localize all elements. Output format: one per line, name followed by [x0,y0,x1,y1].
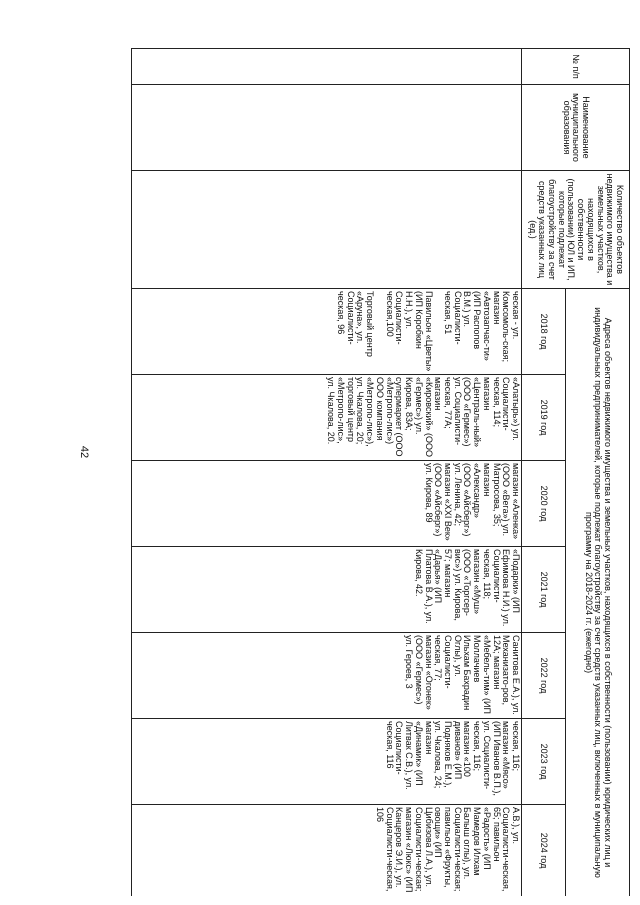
header-year-2022: 2022 год [522,633,566,719]
cell-2024: А.В.), ул. Социалисти-ческая, 65; павильон «Радость» (ИП Мамедов Илхам Балыш оглы), ул. Социалисти-ческая; павильон «Фрукты, овощи» (ИП Цибизова Л.А.), ул. Социалисти-ческая; магазин «Люкс» (ИП Канцеров Э.И.), ул. Социалисти-ческая, 106 [132,805,522,897]
header-addresses: Адреса объектов недвижимого имущества и земельных участков, находящихся в собственности (пользовании) юридических лиц и индивидуальных предпринимателей, которые подлежат благоустройству за счет средств указанных лиц, включенных в муниципальную программу на 2018-2024 гг. (ежегодно) [566,289,630,897]
cell-2021: «Подарки» (ИП Ефимова Н.И.) ул. Социалисти-ческая, 118; магазин «Муш» (ООО «Торгсер-вис») ул. Кирова, 57; магазин «Дарья» (ИП Платова В.А.), ул. Кирова, 42. [132,547,522,633]
cell-2022: Санитова Е.А.), ул. Механизато-ров, 12А; магазин «Мебель-тим» (ИП Моллачиев Ильхам Бахрадин Оглы), ул. Социалисти-ческая, 77; магазин «Огонек» (ООО «Гермес») ул. Героев, 3 [132,633,522,719]
header-year-2020: 2020 год [522,461,566,547]
objects-table [131,48,630,896]
cell-2020: магазин «Аленка» (ООО «Вега») ул. Матросова, 35; магазин «Александр» (ООО «Айсберг») ул. Ленина, 42; магазин «XXI Век» (ООО «Айсберг») ул. Кирова, 89 [132,461,522,547]
header-year-2023: 2023 год [522,719,566,805]
header-year-2021: 2021 год [522,547,566,633]
cell-municipality [132,85,522,171]
header-year-2024: 2024 год [522,805,566,897]
header-year-2019: 2019 год [522,375,566,461]
cell-2019: «Алатырь») ул. Социалисти-ческая, 114; магазин «Централь-ный» (ООО «Гермес») ул. Социалисти-ческая, 77А; магазин «Кировский» (ООО «Гермес») ул. Кирова, 83А; супермаркет (ООО «Метропо-лис») ООО компания «Метропо-лис»), ул. Чкалова, 20; торговый центр «Метропо-лис», ул. Чкалова, 20. [132,375,522,461]
rotated-table-container [110,48,630,896]
header-num: № п/п [522,49,630,85]
header-year-2018: 2018 год [522,289,566,375]
document-sheet [110,48,630,896]
cell-count [132,171,522,289]
cell-num [132,49,522,85]
header-municipality: Наименование муниципального образования [522,85,630,171]
page-number: 42 [78,445,90,459]
table-row [132,49,522,897]
cell-2023: ческая, 116; магазин «Мясо» (ИП Иванов В.П.), ул. Социалисти-ческая, 116; магазин «100 диванов» (ИП Подняков Е.М.), ул. Чкалова, 24; магазин «Динамик» (ИП Литвак С.В.), ул. Социалисти-ческая, 116 [132,719,522,805]
header-count: Количество объектов недвижимого имущества и земельных участков, находящихся в собственности (пользовании) ЮЛ и ИП, которые подлежат благоустройству за счет средств указанных лиц (ед.) [522,171,630,289]
cell-2018: ческая - ул. Комсомоль-ская; магазин «Автозапчас-ти» (ИП Распопов В.М.) ул. Социалисти-ческая, 51 Павильон «Цветы» (ИП Коробкин Н.Н.), ул. Социалисти-ческая,100 Торговый центр «Аруна», ул. Социалисти-ческая, 96 [132,289,522,375]
